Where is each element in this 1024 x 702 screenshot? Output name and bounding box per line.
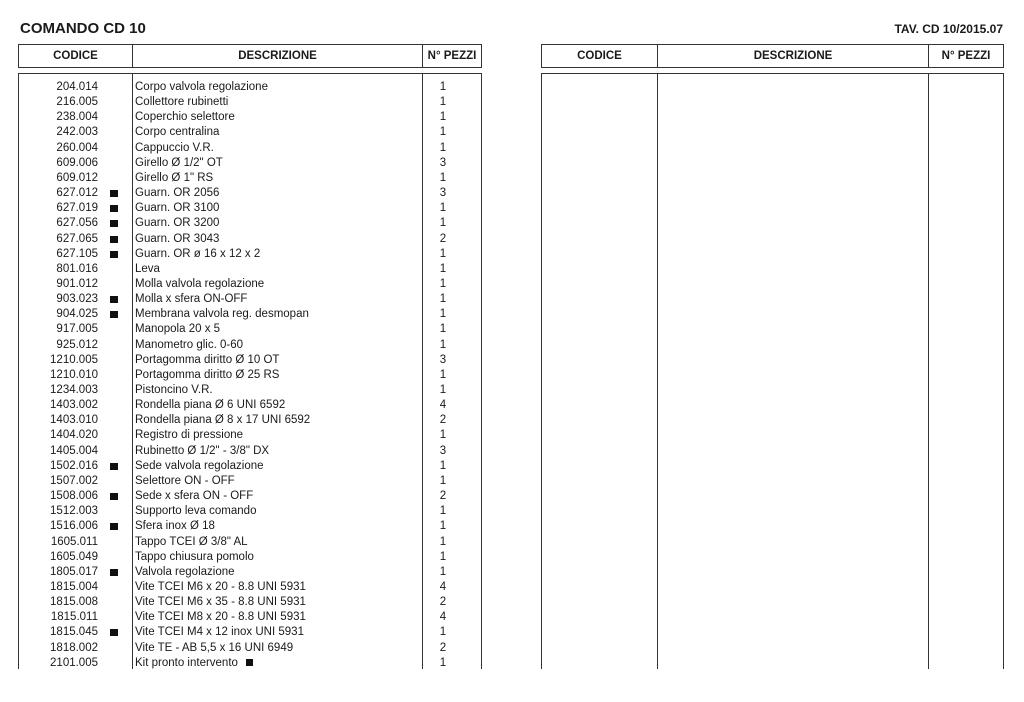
part-description-text: Girello Ø 1/2" OT <box>135 156 223 169</box>
part-description-text: Guarn. OR ø 16 x 12 x 2 <box>135 247 261 260</box>
part-quantity: 1 <box>439 368 447 381</box>
part-description-text: Valvola regolazione <box>135 565 235 578</box>
part-quantity: 1 <box>439 474 447 487</box>
part-description <box>135 398 285 413</box>
table-row <box>20 641 460 656</box>
part-quantity: 3 <box>439 444 447 457</box>
part-description-text: Manopola 20 x 5 <box>135 323 221 336</box>
part-description-text: Rondella piana Ø 6 UNI 6592 <box>135 399 286 412</box>
part-description-text: Tappo chiusura pomolo <box>135 550 254 563</box>
table-row <box>20 504 460 519</box>
part-code: 627.065 <box>56 232 98 245</box>
part-code: 627.056 <box>56 217 98 230</box>
part-code: 1815.008 <box>50 596 98 609</box>
part-code: 216.005 <box>56 96 98 109</box>
right-table-header <box>541 44 1004 68</box>
table-row <box>20 247 460 262</box>
part-description <box>135 110 235 125</box>
part-code: 925.012 <box>56 338 98 351</box>
part-quantity: 1 <box>439 96 447 109</box>
spare-part-marker-icon <box>246 659 253 666</box>
part-description <box>135 413 310 428</box>
part-code: 903.023 <box>56 293 98 306</box>
part-quantity: 2 <box>439 490 447 503</box>
table-row <box>20 95 460 110</box>
part-description-text: Selettore ON - OFF <box>135 474 235 487</box>
left-table-header <box>18 44 482 68</box>
spare-part-marker-icon <box>110 205 118 212</box>
part-description-text: Vite TCEI M8 x 20 - 8.8 UNI 5931 <box>135 611 306 624</box>
part-code: 901.012 <box>56 277 98 290</box>
part-description-text: Rubinetto Ø 1/2" - 3/8" DX <box>135 444 270 457</box>
part-code: 1815.011 <box>50 611 98 624</box>
part-description <box>135 610 306 625</box>
part-quantity: 3 <box>439 156 447 169</box>
part-description-text: Sede valvola regolazione <box>135 459 264 472</box>
part-description <box>135 519 215 534</box>
part-description-text: Girello Ø 1" RS <box>135 171 214 184</box>
part-quantity: 1 <box>439 535 447 548</box>
part-description <box>135 338 243 353</box>
table-row <box>20 141 460 156</box>
part-quantity: 1 <box>439 81 447 93</box>
part-quantity: 4 <box>439 580 447 593</box>
part-code: 1815.045 <box>50 626 98 639</box>
part-code: 627.012 <box>56 187 98 200</box>
part-code: 1512.003 <box>50 505 98 518</box>
table-row <box>20 262 460 277</box>
table-row <box>20 156 460 171</box>
part-description <box>135 428 243 443</box>
part-quantity: 1 <box>439 202 447 215</box>
table-row <box>20 413 460 428</box>
part-quantity: 3 <box>439 353 447 366</box>
part-description-text: Guarn. OR 3043 <box>135 232 220 245</box>
table-row <box>20 171 460 186</box>
part-description-text: Pistoncino V.R. <box>135 384 213 396</box>
spare-part-marker-icon <box>110 629 118 636</box>
part-description <box>135 656 253 671</box>
part-description-text: Vite TCEI M6 x 35 - 8.8 UNI 5931 <box>135 596 306 609</box>
part-description-text: Vite TCEI M6 x 20 - 8.8 UNI 5931 <box>135 580 306 593</box>
part-description-text: Guarn. OR 2056 <box>135 187 220 200</box>
part-code: 1507.002 <box>50 474 98 487</box>
part-code: 904.025 <box>56 308 98 321</box>
part-description-text: Portagomma diritto Ø 10 OT <box>135 353 280 366</box>
part-description <box>135 625 304 640</box>
part-description-text: Manometro glic. 0-60 <box>135 338 244 351</box>
part-quantity: 4 <box>439 611 447 624</box>
part-description <box>135 550 254 565</box>
spare-part-marker-icon <box>110 190 118 197</box>
part-description <box>135 186 219 201</box>
table-row <box>20 383 460 398</box>
part-quantity: 1 <box>439 338 447 351</box>
table-row <box>20 110 460 125</box>
part-description <box>135 307 309 322</box>
part-description-text: Guarn. OR 3200 <box>135 217 220 230</box>
table-row <box>20 459 460 474</box>
part-code: 1502.016 <box>50 459 98 472</box>
column-divider <box>928 74 929 669</box>
table-row <box>20 201 460 216</box>
part-code: 204.014 <box>56 81 98 93</box>
part-code: 609.012 <box>56 171 98 184</box>
part-quantity: 3 <box>439 187 447 200</box>
part-description <box>135 80 268 95</box>
part-description-text: Corpo centralina <box>135 126 220 139</box>
part-quantity: 1 <box>439 626 447 639</box>
table-row <box>20 216 460 231</box>
part-description-text: Molla valvola regolazione <box>135 277 265 290</box>
part-quantity: 4 <box>439 399 447 412</box>
part-code: 1404.020 <box>50 429 98 442</box>
table-row <box>20 656 460 671</box>
part-code: 1403.010 <box>50 414 98 427</box>
part-quantity: 1 <box>439 656 447 669</box>
table-row <box>20 125 460 140</box>
part-description <box>135 216 219 231</box>
column-header-code: CODICE <box>53 50 98 62</box>
part-quantity: 2 <box>439 596 447 609</box>
part-description <box>135 595 306 610</box>
table-row <box>20 625 460 640</box>
part-description <box>135 156 223 171</box>
part-code: 1508.006 <box>50 490 98 503</box>
part-description-text: Vite TCEI M4 x 12 inox UNI 5931 <box>135 626 304 639</box>
table-row <box>20 474 460 489</box>
document-title: COMANDO CD 10 <box>20 20 146 37</box>
part-quantity: 1 <box>439 217 447 230</box>
spare-part-marker-icon <box>110 493 118 500</box>
spare-part-marker-icon <box>110 236 118 243</box>
part-quantity: 1 <box>439 459 447 472</box>
table-row <box>20 444 460 459</box>
spare-part-marker-icon <box>110 523 118 530</box>
part-code: 1605.011 <box>50 535 98 548</box>
part-description <box>135 504 256 519</box>
table-row <box>20 535 460 550</box>
table-row <box>20 292 460 307</box>
table-row <box>20 519 460 534</box>
part-description <box>135 383 213 398</box>
part-quantity: 1 <box>439 277 447 290</box>
part-code: 627.019 <box>56 202 98 215</box>
part-description <box>135 171 213 186</box>
part-quantity: 2 <box>439 414 447 427</box>
part-code: 1405.004 <box>50 444 98 457</box>
part-code: 1818.002 <box>50 641 98 654</box>
spare-part-marker-icon <box>110 220 118 227</box>
table-row <box>20 489 460 504</box>
part-code: 627.105 <box>56 247 98 260</box>
part-quantity: 2 <box>439 232 447 245</box>
part-quantity: 1 <box>439 171 447 184</box>
part-description-text: Cappuccio V.R. <box>135 141 214 154</box>
part-quantity: 1 <box>439 111 447 124</box>
part-description-text: Guarn. OR 3100 <box>135 202 220 215</box>
part-description-text: Corpo valvola regolazione <box>135 81 268 93</box>
part-quantity: 1 <box>439 323 447 336</box>
part-description-text: Registro di pressione <box>135 429 244 442</box>
part-code: 1815.004 <box>50 580 98 593</box>
part-description <box>135 474 235 489</box>
part-code: 917.005 <box>56 323 98 336</box>
part-description <box>135 641 293 656</box>
part-description <box>135 247 260 262</box>
part-description <box>135 201 219 216</box>
part-description-text: Leva <box>135 262 160 275</box>
part-description-text: Tappo TCEI Ø 3/8" AL <box>135 535 248 548</box>
part-quantity: 1 <box>439 550 447 563</box>
part-quantity: 1 <box>439 308 447 321</box>
part-description-text: Coperchio selettore <box>135 111 235 124</box>
part-code: 801.016 <box>56 262 98 275</box>
part-description-text: Sfera inox Ø 18 <box>135 520 215 533</box>
part-quantity: 1 <box>439 141 447 154</box>
part-description <box>135 322 220 337</box>
table-row <box>20 565 460 580</box>
part-description-text: Collettore rubinetti <box>135 96 229 109</box>
part-description <box>135 141 214 156</box>
column-header-pieces: N° PEZZI <box>427 50 477 62</box>
part-quantity: 1 <box>439 505 447 518</box>
part-description <box>135 368 279 383</box>
table-row <box>20 428 460 443</box>
table-row <box>20 338 460 353</box>
part-description <box>135 353 279 368</box>
part-quantity: 1 <box>439 247 447 260</box>
part-quantity: 1 <box>439 429 447 442</box>
table-row <box>20 232 460 247</box>
part-code: 1605.049 <box>50 550 98 563</box>
part-description <box>135 292 247 307</box>
part-description-text: Molla x sfera ON-OFF <box>135 293 248 306</box>
part-description <box>135 580 306 595</box>
spare-part-marker-icon <box>110 463 118 470</box>
part-code: 1210.005 <box>50 353 98 366</box>
part-description <box>135 459 264 474</box>
column-header-pieces: N° PEZZI <box>941 50 991 62</box>
table-row <box>20 580 460 595</box>
part-description <box>135 262 160 277</box>
table-row <box>20 322 460 337</box>
part-code: 1805.017 <box>50 565 98 578</box>
table-row <box>20 277 460 292</box>
part-code: 609.006 <box>56 156 98 169</box>
spare-part-marker-icon <box>110 569 118 576</box>
part-code: 1403.002 <box>50 399 98 412</box>
part-description <box>135 277 264 292</box>
part-code: 242.003 <box>56 126 98 139</box>
part-description <box>135 444 269 459</box>
table-row <box>20 80 460 95</box>
part-description-text: Portagomma diritto Ø 25 RS <box>135 368 280 381</box>
part-description-text: Sede x sfera ON - OFF <box>135 490 254 503</box>
column-header-description: DESCRIZIONE <box>238 50 317 62</box>
part-quantity: 2 <box>439 641 447 654</box>
part-description-text: Vite TE - AB 5,5 x 16 UNI 6949 <box>135 641 294 654</box>
part-quantity: 1 <box>439 520 447 533</box>
part-description-text: Rondella piana Ø 8 x 17 UNI 6592 <box>135 414 311 427</box>
part-description <box>135 535 248 550</box>
table-row <box>20 353 460 368</box>
spare-part-marker-icon <box>110 251 118 258</box>
document-reference: TAV. CD 10/2015.07 <box>894 22 1003 36</box>
part-quantity: 1 <box>439 565 447 578</box>
part-description-text: Kit pronto intervento <box>135 656 238 669</box>
right-table-body <box>541 73 1004 669</box>
part-code: 1516.006 <box>50 520 98 533</box>
spare-part-marker-icon <box>110 296 118 303</box>
table-row <box>20 595 460 610</box>
part-code: 238.004 <box>56 111 98 124</box>
part-quantity: 1 <box>439 293 447 306</box>
part-quantity: 1 <box>439 262 447 275</box>
column-divider <box>657 74 658 669</box>
table-row <box>20 368 460 383</box>
column-header-description: DESCRIZIONE <box>753 50 833 62</box>
part-description <box>135 489 253 504</box>
part-quantity: 1 <box>439 126 447 139</box>
part-description <box>135 232 219 247</box>
spare-part-marker-icon <box>110 311 118 318</box>
part-code: 260.004 <box>56 141 98 154</box>
table-row <box>20 610 460 625</box>
part-quantity: 1 <box>439 384 447 396</box>
part-description <box>135 95 228 110</box>
table-row <box>20 307 460 322</box>
table-row <box>20 398 460 413</box>
part-description-text: Supporto leva comando <box>135 505 257 518</box>
part-code: 1234.003 <box>50 384 98 396</box>
table-row <box>20 550 460 565</box>
part-description-text: Membrana valvola reg. desmopan <box>135 308 309 321</box>
part-description <box>135 565 235 580</box>
part-code: 2101.005 <box>50 656 98 669</box>
table-row <box>20 186 460 201</box>
part-description <box>135 125 219 140</box>
part-code: 1210.010 <box>50 368 98 381</box>
column-header-code: CODICE <box>577 50 622 62</box>
